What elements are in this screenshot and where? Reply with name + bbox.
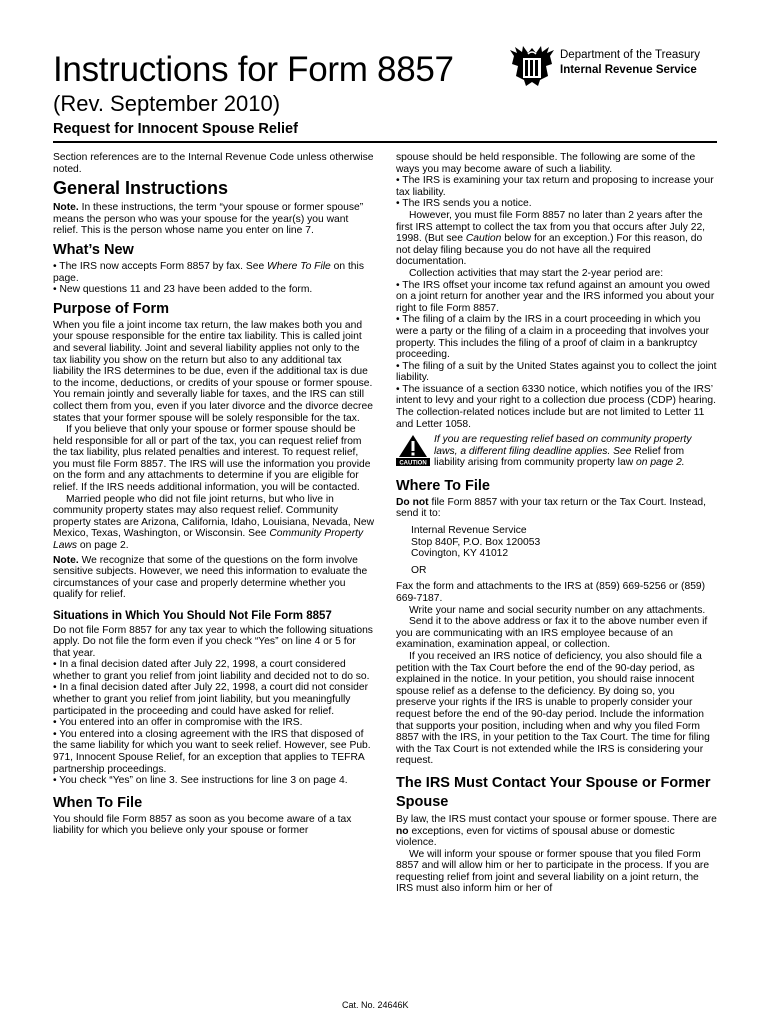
revision-date: (Rev. September 2010) bbox=[53, 91, 281, 116]
contact-paragraph bbox=[396, 814, 717, 849]
new-item bbox=[53, 261, 375, 284]
relief-link: Relief from liability arising from community property law bbox=[434, 445, 685, 469]
collection-item: • The filing of a claim by the IRS in a court proceeding in which you were a party or the filing of a claim in a proceeding that involves your property. This includes the filing of a proof of claim in a bankruptcy proceeding. bbox=[396, 314, 710, 361]
new-item-text: on this page. bbox=[53, 260, 364, 284]
note-paragraph bbox=[53, 555, 375, 601]
where-to-file-heading: Where To File bbox=[396, 477, 490, 494]
name-paragraph: Write your name and social security number on any attachments. bbox=[409, 604, 706, 616]
irs-eagle-logo-icon bbox=[508, 44, 556, 88]
right-column bbox=[396, 152, 717, 895]
contact-text: exceptions, even for victims of spousal abuse or domestic violence. bbox=[396, 825, 675, 849]
caution-icon bbox=[396, 434, 430, 470]
form-subtitle: Request for Innocent Spouse Relief bbox=[53, 121, 298, 137]
deadline-paragraph bbox=[396, 210, 717, 268]
situations-paragraph: Do not file Form 8857 for any tax year to which the following situations apply. Do not file the form even if you check “Yes” on line 4 or 5 for that year. bbox=[53, 624, 373, 659]
situations-heading: Situations in Which You Should Not File Form 8857 bbox=[53, 610, 332, 622]
purpose-text: Married people who did not file joint returns, but who live in community property states may also request relief. Community property states are Arizona, California, Idaho, Louisiana, Nevada, New Mexico, Texas, Washington, or Wisconsin. See bbox=[53, 493, 375, 540]
new-item: • New questions 11 and 23 have been added to the form. bbox=[53, 284, 313, 296]
contact-spouse-heading: The IRS Must Contact Your Spouse or Former Spouse bbox=[396, 774, 711, 810]
inform-paragraph: We will inform your spouse or former spouse that you filed Form 8857 and will allow him or her to participate in the process. If you are requesting relief from joint and several liability on a joint return, the IRS must also inform him or her of bbox=[396, 848, 710, 895]
collection-item: • The filing of a suit by the United States against you to collect the joint liability. bbox=[396, 360, 717, 384]
page-title: Instructions for Form 8857 bbox=[53, 50, 454, 89]
purpose-paragraph: If you believe that only your spouse or former spouse should be held responsible for all or part of the tax, you can request relief from the tax liability, plus related penalties and interest. To request relief, you must file Form 8857. The IRS will use the information you provide on the form and any attachments to determine if you are eligible for relief. If the IRS needs additional information, you will be contacted. bbox=[53, 424, 371, 494]
caution-box bbox=[396, 434, 717, 470]
situation-item: • In a final decision dated after July 22, 1998, a court considered whether to grant you relief from joint liability and decided not to do so. bbox=[53, 659, 370, 682]
purpose-paragraph: When you file a joint income tax return, the law makes both you and your spouse responsible for the entire tax liability. This is called joint and several liability. Joint and several liability applies not only to the tax liability you show on the return but also to any additional tax liability the IRS determines to be due, even if the additional tax is due to the income, deductions, or credits of your spouse or former spouse. You remain jointly and severally liable for taxes, and the IRS can still collect them from you, even if you later divorce and the divorce decree states that your former spouse will be solely responsible for the tax. bbox=[53, 319, 373, 424]
aware-item: • The IRS sends you a notice. bbox=[396, 198, 532, 210]
caution-text bbox=[434, 434, 717, 470]
header-divider bbox=[53, 141, 717, 143]
address-line: Covington, KY 41012 bbox=[411, 548, 509, 560]
situation-item: • You entered into a closing agreement with the IRS that disposed of the same liability for which you want to seek relief. However, see Pub. 971, Innocent Spouse Relief, for an exception that applies to TEFRA partnership proceedings. bbox=[53, 728, 371, 775]
when-paragraph: You should file Form 8857 as soon as you become aware of a tax liability for which you believe only your spouse or former bbox=[53, 813, 352, 837]
no-bold: no bbox=[396, 825, 409, 837]
deadline-text: below for an exception.) For this reason, do not delay filing because you do not have all the required documentation. bbox=[396, 233, 703, 268]
aware-item: • The IRS is examining your tax return and proposing to increase your tax liability. bbox=[396, 175, 714, 198]
send-paragraph: Send it to the above address or fax it to the above number even if you are communicating with an IRS employee because of an examination, examination appeal, or collection. bbox=[396, 616, 708, 651]
fax-paragraph: Fax the form and attachments to the IRS at (859) 669-5256 or (859) 669-7187. bbox=[396, 581, 706, 604]
where-to-file-link: Where To File bbox=[267, 260, 331, 272]
community-property-link: Community Property Laws bbox=[53, 528, 364, 552]
collection-item: • The issuance of a section 6330 notice, which notifies you of the IRS’ intent to levy and your right to a collection due process (CDP) hearing. The collection-related notices include but are not limited to Letter 11 and Letter 1058. bbox=[396, 383, 716, 430]
catalog-number: Cat. No. 24646K bbox=[342, 1000, 409, 1010]
caution-italic-text: If you are requesting relief based on community property laws, a different filing deadline applies. See bbox=[434, 434, 692, 457]
address-line: Stop 840F, P.O. Box 120053 bbox=[411, 536, 541, 548]
purpose-paragraph bbox=[53, 494, 375, 552]
collection-paragraph: Collection activities that may start the 2-year period are: bbox=[409, 267, 664, 279]
caution-label: CAUTION bbox=[399, 460, 427, 467]
contact-text: By law, the IRS must contact your spouse or former spouse. There are bbox=[396, 813, 717, 825]
when-to-file-heading: When To File bbox=[53, 794, 143, 811]
left-column bbox=[53, 152, 375, 837]
or-separator: OR bbox=[411, 564, 427, 576]
deadline-text: However, you must file Form 8857 no later than 2 years after the first IRS attempt to collect the tax from you that occurs after July 22, 1998. (But see bbox=[396, 209, 706, 245]
note-text: In these instructions, the term “your spouse or former spouse” means the person who was your spouse for the year(s) you want relief. This is the person whose name you enter on line 7. bbox=[53, 202, 364, 237]
where-paragraph bbox=[396, 497, 717, 520]
address-line: Internal Revenue Service bbox=[411, 525, 527, 537]
agency-name: Internal Revenue Service bbox=[560, 64, 697, 76]
collection-item: • The IRS offset your income tax refund against an amount you owed on a joint return for another year and the IRS informed you about your right to file Form 8857. bbox=[396, 279, 715, 314]
continued-paragraph: spouse should be held responsible. The following are some of the ways you may become aware of such a liability. bbox=[396, 152, 696, 175]
note-label: Note. bbox=[53, 202, 79, 214]
whats-new-heading: What’s New bbox=[53, 241, 134, 258]
situation-item: • In a final decision dated after July 22, 1998, a court did not consider whether to grant you relief from joint liability, but you meaningfully participated in the proceeding and could have asked for relief. bbox=[53, 682, 368, 717]
deficiency-paragraph: If you received an IRS notice of deficiency, you also should file a petition with the Tax Court before the end of the 90-day period, as explained in the notice. In your petition, you should raise innocent spouse relief as a defense to the deficiency. By doing so, you preserve your rights if the IRS is unable to properly consider your request before the end of the 90-day period. Include the information that supports your position, including when and why you filed Form 8857 with the IRS, in your petition to the Tax Court. The time for filing with the Tax Court is not extended while the IRS is considering your request. bbox=[396, 650, 710, 767]
situation-item: • You check “Yes” on line 3. See instructions for line 3 on page 4. bbox=[53, 775, 348, 787]
note-paragraph bbox=[53, 202, 375, 237]
agency-department: Department of the Treasury bbox=[560, 49, 700, 61]
note-text: We recognize that some of the questions on the form involve sensitive subjects. However, we need this information to evaluate the circumstances of your case and properly determine whether you qualify for relief. bbox=[53, 554, 368, 601]
purpose-heading: Purpose of Form bbox=[53, 300, 170, 317]
purpose-text: on page 2. bbox=[77, 540, 129, 552]
intro-text: Section references are to the Internal Revenue Code unless otherwise noted. bbox=[53, 152, 374, 175]
caution-end-text: on page 2. bbox=[633, 457, 685, 469]
note-label: Note. bbox=[53, 554, 79, 566]
new-item-text: • The IRS now accepts Form 8857 by fax. See bbox=[53, 260, 268, 272]
general-instructions-heading: General Instructions bbox=[53, 178, 229, 199]
where-text: file Form 8857 with your tax return or the Tax Court. Instead, send it to: bbox=[396, 496, 706, 520]
caution-link: Caution bbox=[465, 233, 502, 245]
situation-item: • You entered into an offer in compromise with the IRS. bbox=[53, 717, 303, 729]
do-not-bold: Do not bbox=[396, 496, 429, 508]
